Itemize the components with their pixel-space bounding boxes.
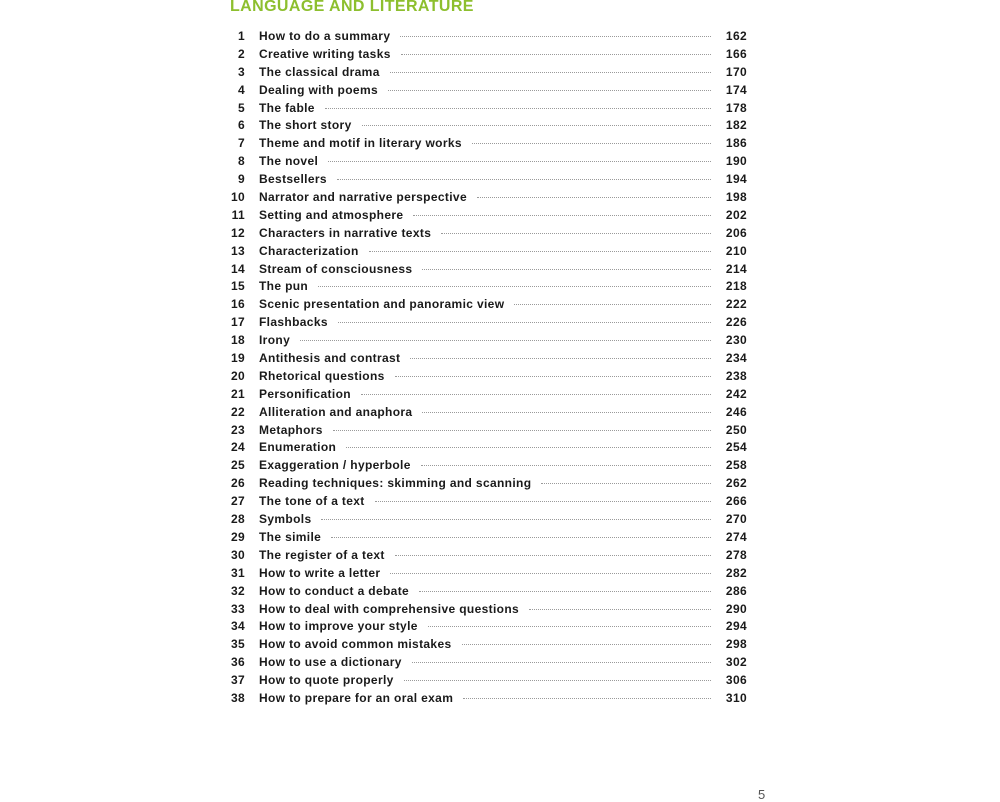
toc-entry — [226, 619, 747, 637]
toc-entry-title: The short story — [259, 118, 352, 133]
toc-entry-number: 36 — [230, 655, 245, 670]
toc-entry — [226, 405, 747, 423]
toc-entry-number: 23 — [230, 422, 245, 437]
toc-entry-page: 222 — [725, 297, 747, 312]
toc-entry-number: 9 — [237, 172, 245, 187]
toc-entry — [226, 208, 747, 226]
toc-entry-page: 278 — [725, 547, 747, 562]
toc-entry — [226, 315, 747, 333]
toc-entry-page: 214 — [725, 261, 747, 276]
toc-entry-title: How to deal with comprehensive questions — [259, 601, 520, 616]
dot-leader — [410, 358, 711, 359]
toc-entry-title: Metaphors — [259, 422, 323, 437]
dot-leader — [328, 161, 711, 162]
dot-leader — [369, 251, 711, 252]
toc-entry — [226, 136, 747, 154]
toc-entry-number: 5 — [237, 100, 245, 115]
toc-entry-title: Alliteration and anaphora — [259, 404, 413, 419]
toc-entry-page: 254 — [725, 440, 747, 455]
toc-entry — [226, 691, 747, 709]
toc-entry — [226, 673, 747, 691]
toc-entry-title: The register of a text — [259, 547, 385, 562]
dot-leader — [422, 412, 711, 413]
dot-leader — [337, 179, 711, 180]
toc-entry — [226, 530, 747, 548]
dot-leader — [441, 233, 711, 234]
toc-entry-page: 234 — [725, 351, 747, 366]
dot-leader — [462, 644, 711, 645]
toc-entry-number: 13 — [230, 243, 245, 258]
toc-entry-title: Stream of consciousness — [259, 261, 413, 276]
toc-entry-number: 27 — [230, 494, 245, 509]
dot-leader — [514, 304, 711, 305]
toc-entry-page: 194 — [725, 172, 747, 187]
toc-entry-page: 238 — [725, 368, 747, 383]
toc-entry-title: The fable — [259, 100, 315, 115]
toc-entry-title: Narrator and narrative perspective — [259, 190, 467, 205]
toc-entry-number: 34 — [230, 619, 245, 634]
toc-entry-page: 290 — [725, 601, 747, 616]
toc-entry-page: 182 — [725, 118, 747, 133]
toc-entry — [226, 190, 747, 208]
toc-entry-title: Irony — [259, 333, 291, 348]
dot-leader — [477, 197, 711, 198]
dot-leader — [541, 483, 711, 484]
toc-entry-page: 258 — [725, 458, 747, 473]
toc-entry — [226, 584, 747, 602]
toc-entry-title: Flashbacks — [259, 315, 328, 330]
page-number: 5 — [758, 787, 766, 802]
toc-entry-title: Enumeration — [259, 440, 337, 455]
toc-entry — [226, 512, 747, 530]
toc-entry-page: 250 — [725, 422, 747, 437]
toc-entry-title: The pun — [259, 279, 309, 294]
dot-leader — [400, 36, 711, 37]
toc-entry-title: The tone of a text — [259, 494, 365, 509]
toc-entry-title: How to improve your style — [259, 619, 418, 634]
dot-leader — [404, 680, 711, 681]
dot-leader — [325, 108, 711, 109]
dot-leader — [333, 430, 711, 431]
toc-entry-title: Symbols — [259, 512, 312, 527]
dot-leader — [395, 376, 711, 377]
toc-entry-page: 210 — [725, 243, 747, 258]
toc-entry-number: 4 — [237, 82, 245, 97]
toc-entry-number: 29 — [230, 529, 245, 544]
dot-leader — [318, 286, 711, 287]
toc-entry-title: The simile — [259, 529, 322, 544]
dot-leader — [529, 609, 711, 610]
toc-entry — [226, 262, 747, 280]
toc-entry-number: 25 — [230, 458, 245, 473]
toc-entry — [226, 440, 747, 458]
toc-entry-title: Scenic presentation and panoramic view — [259, 297, 505, 312]
dot-leader — [300, 340, 711, 341]
dot-leader — [375, 501, 711, 502]
toc-entry — [226, 351, 747, 369]
toc-entry-page: 242 — [725, 386, 747, 401]
toc-entry — [226, 548, 747, 566]
toc-entry-page: 294 — [725, 619, 747, 634]
toc-entry-number: 17 — [230, 315, 245, 330]
toc-entry-title: Creative writing tasks — [259, 46, 391, 61]
toc-entry — [226, 655, 747, 673]
dot-leader — [338, 322, 711, 323]
toc-entry-number: 32 — [230, 583, 245, 598]
toc-entry-page: 270 — [725, 512, 747, 527]
toc-entry-number: 33 — [230, 601, 245, 616]
toc-entry-title: How to conduct a debate — [259, 583, 410, 598]
toc-entry-page: 218 — [725, 279, 747, 294]
toc-entry — [226, 637, 747, 655]
toc-entry — [226, 297, 747, 315]
toc-entry-number: 11 — [231, 207, 245, 222]
toc-entry-page: 170 — [725, 64, 747, 79]
dot-leader — [362, 125, 711, 126]
toc-entry-title: Bestsellers — [259, 172, 327, 187]
dot-leader — [321, 519, 711, 520]
dot-leader — [428, 626, 711, 627]
toc-entry-number: 8 — [237, 154, 245, 169]
dot-leader — [401, 54, 711, 55]
toc-entry-title: Rhetorical questions — [259, 368, 385, 383]
toc-entry-page: 246 — [725, 404, 747, 419]
toc-entry-number: 12 — [230, 225, 245, 240]
toc-entry-title: Personification — [259, 386, 351, 401]
toc-entry-number: 30 — [230, 547, 245, 562]
toc-entry — [226, 101, 747, 119]
toc-entry — [226, 494, 747, 512]
toc-entry-page: 178 — [725, 100, 747, 115]
toc-entry-number: 21 — [230, 386, 245, 401]
toc-entry-number: 15 — [230, 279, 245, 294]
toc-entry — [226, 423, 747, 441]
toc-entry — [226, 333, 747, 351]
dot-leader — [472, 143, 711, 144]
toc-entry-page: 186 — [725, 136, 747, 151]
toc-entry-number: 3 — [237, 64, 245, 79]
toc-entry-number: 35 — [230, 637, 245, 652]
toc-entry-title: Antithesis and contrast — [259, 351, 401, 366]
toc-entry-number: 6 — [237, 118, 245, 133]
dot-leader — [388, 90, 711, 91]
toc-entry-page: 266 — [725, 494, 747, 509]
toc-entry-page: 166 — [725, 46, 747, 61]
toc-entry-number: 26 — [230, 476, 245, 491]
toc-entry-number: 37 — [230, 673, 245, 688]
dot-leader — [390, 72, 711, 73]
dot-leader — [331, 537, 711, 538]
toc-entry-number: 16 — [230, 297, 245, 312]
toc-entry — [226, 458, 747, 476]
toc-entry — [226, 172, 747, 190]
section-title: LANGUAGE AND LITERATURE — [230, 0, 474, 15]
toc-entry-page: 190 — [725, 154, 747, 169]
dot-leader — [395, 555, 711, 556]
dot-leader — [390, 573, 711, 574]
toc-entry-number: 14 — [230, 261, 245, 276]
dot-leader — [413, 215, 711, 216]
toc-entry-number: 38 — [230, 690, 245, 705]
toc-entry-title: The classical drama — [259, 64, 380, 79]
toc-entry-page: 298 — [725, 637, 747, 652]
toc-entry-page: 226 — [725, 315, 747, 330]
toc-entry-title: How to avoid common mistakes — [259, 637, 452, 652]
toc-entry-title: How to do a summary — [259, 29, 391, 43]
toc-entry — [226, 65, 747, 83]
toc-entry-number: 24 — [230, 440, 245, 455]
toc-entry-title: Characters in narrative texts — [259, 225, 432, 240]
dot-leader — [412, 662, 711, 663]
toc-entry-page: 262 — [725, 476, 747, 491]
toc-entry-number: 18 — [230, 333, 245, 348]
toc-entry-title: How to use a dictionary — [259, 655, 402, 670]
table-of-contents — [226, 29, 747, 709]
toc-entry-title: Dealing with poems — [259, 82, 378, 97]
toc-entry — [226, 154, 747, 172]
toc-entry — [226, 566, 747, 584]
toc-entry — [226, 387, 747, 405]
toc-entry-number: 10 — [230, 190, 245, 205]
toc-entry-page: 206 — [725, 225, 747, 240]
toc-entry-number: 28 — [230, 512, 245, 527]
toc-entry-number: 31 — [230, 565, 245, 580]
toc-entry-title: Setting and atmosphere — [259, 207, 404, 222]
dot-leader — [361, 394, 711, 395]
toc-entry-title: The novel — [259, 154, 319, 169]
toc-entry-title: How to prepare for an oral exam — [259, 690, 454, 705]
toc-entry-page: 302 — [725, 655, 747, 670]
toc-entry-page: 274 — [725, 529, 747, 544]
dot-leader — [422, 269, 711, 270]
toc-entry — [226, 602, 747, 620]
toc-entry — [226, 244, 747, 262]
toc-entry — [226, 279, 747, 297]
toc-entry — [226, 476, 747, 494]
toc-entry-page: 286 — [725, 583, 747, 598]
toc-entry-number: 1 — [237, 29, 245, 43]
toc-entry-number: 20 — [230, 368, 245, 383]
dot-leader — [419, 591, 711, 592]
toc-entry-title: How to write a letter — [259, 565, 381, 580]
toc-entry-page: 198 — [725, 190, 747, 205]
toc-entry — [226, 47, 747, 65]
toc-entry-title: How to quote properly — [259, 673, 394, 688]
toc-entry-page: 174 — [725, 82, 747, 97]
toc-entry-page: 306 — [725, 673, 747, 688]
toc-entry-page: 282 — [725, 565, 747, 580]
toc-entry-number: 7 — [237, 136, 245, 151]
toc-entry-number: 19 — [230, 351, 245, 366]
toc-entry-title: Theme and motif in literary works — [259, 136, 462, 151]
dot-leader — [346, 447, 711, 448]
toc-entry-page: 162 — [725, 29, 747, 43]
toc-entry — [226, 29, 747, 47]
dot-leader — [421, 465, 711, 466]
toc-entry-title: Reading techniques: skimming and scanning — [259, 476, 532, 491]
toc-entry-title: Characterization — [259, 243, 359, 258]
toc-entry-page: 202 — [725, 207, 747, 222]
toc-entry — [226, 369, 747, 387]
toc-entry — [226, 118, 747, 136]
toc-entry-page: 310 — [725, 690, 747, 705]
toc-entry — [226, 83, 747, 101]
toc-entry-page: 230 — [725, 333, 747, 348]
toc-entry-number: 2 — [237, 46, 245, 61]
dot-leader — [463, 698, 711, 699]
toc-entry — [226, 226, 747, 244]
toc-entry-title: Exaggeration / hyperbole — [259, 458, 411, 473]
toc-entry-number: 22 — [230, 404, 245, 419]
